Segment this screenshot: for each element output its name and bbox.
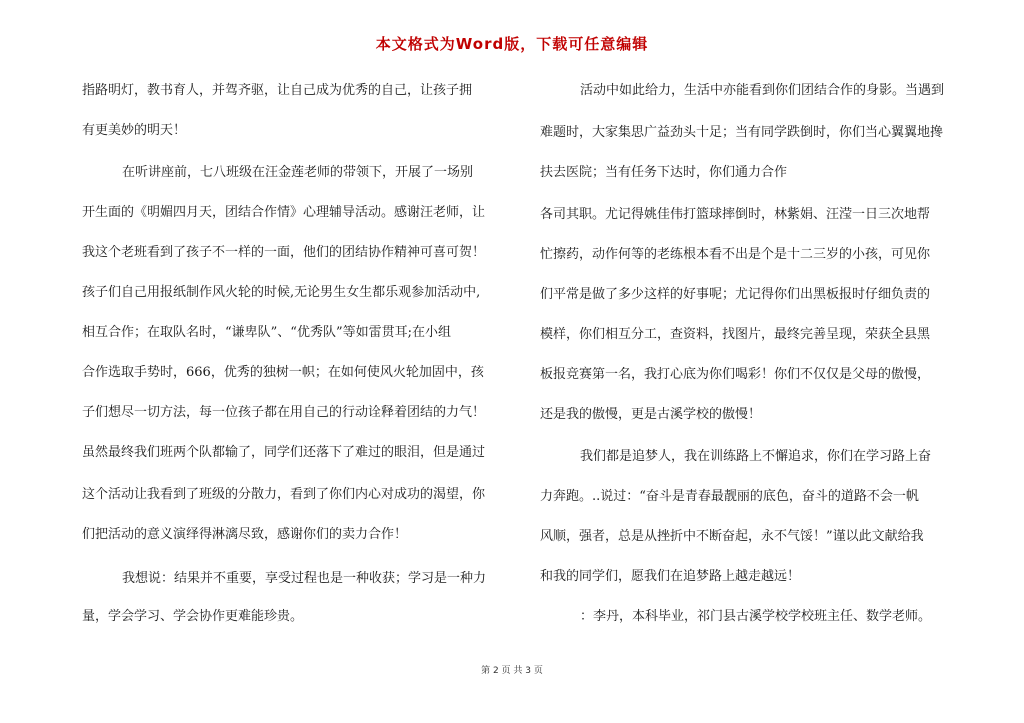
page-number: 第 2 页 共 3 页 — [481, 666, 543, 676]
text-line: 力奔跑。..说过：“奋斗是青春最靓丽的底色，奋斗的道路不会一帆 — [540, 489, 919, 504]
text-line: 和我的同学们，愿我们在追梦路上越走越远！ — [540, 569, 801, 584]
text-line: 活动中如此给力，生活中亦能看到你们团结合作的身影。当遇到 — [580, 83, 945, 98]
text-line: 虽然最终我们班两个队都输了，同学们还落下了难过的眼泪，但是通过 — [82, 445, 486, 460]
text-line: 板报竞赛第一名，我打心底为你们喝彩！你们不仅仅是父母的傲慢， — [540, 367, 931, 382]
text-line: 有更美妙的明天！ — [82, 123, 187, 138]
text-line: 我这个老班看到了孩子不一样的一面，他们的团结协作精神可喜可贺！ — [82, 245, 486, 260]
text-line: ：李丹，本科毕业，祁门县古溪学校学校班主任、数学老师。 — [580, 609, 932, 624]
document-header: 本文格式为Word版，下载可任意编辑 — [375, 35, 649, 53]
text-line: 在听讲座前，七八班级在汪金莲老师的带领下，开展了一场别 — [122, 165, 474, 180]
text-line: 我们都是追梦人，我在训练路上不懈追求，你们在学习路上奋 — [580, 449, 932, 464]
text-line: 们平常是做了多少这样的好事呢；尤记得你们出黑板报时仔细负责的 — [540, 287, 931, 302]
text-line: 风顺，强者，总是从挫折中不断奋起，永不气馁！”谨以此文献给我 — [540, 529, 924, 544]
text-line: 子们想尽一切方法，每一位孩子都在用自己的行动诠释着团结的力气！ — [82, 405, 486, 420]
text-line: 指路明灯，教书育人，并驾齐驱，让自己成为优秀的自己，让孩子拥 — [82, 83, 473, 98]
text-line: 开生面的《明媚四月天，团结合作情》心理辅导活动。感谢汪老师，让 — [82, 205, 486, 220]
text-line: 各司其职。尤记得姚佳伟打篮球摔倒时，林紫娟、汪滢一日三次地帮 — [540, 207, 931, 222]
text-line: 难题时，大家集思广益劲头十足；当有同学跌倒时，你们当心翼翼地搀 — [540, 125, 944, 140]
text-line: 还是我的傲慢，更是古溪学校的傲慢！ — [540, 407, 762, 422]
text-line: 忙擦药，动作何等的老练根本看不出是个是十二三岁的小孩，可见你 — [540, 247, 931, 262]
text-line: 相互合作；在取队名时，“谦卑队”、“优秀队”等如雷贯耳;在小组 — [82, 325, 451, 340]
text-line: 合作选取手势时，666，优秀的独树一帜；在如何使风火轮加固中，孩 — [82, 365, 484, 380]
text-line: 扶去医院；当有任务下达时，你们通力合作 — [540, 165, 788, 180]
text-line: 我想说：结果并不重要，享受过程也是一种收获；学习是一种力 — [122, 571, 487, 586]
text-line: 量，学会学习、学会协作更难能珍贵。 — [82, 609, 304, 624]
text-line: 孩子们自己用报纸制作风火轮的时候,无论男生女生都乐观参加活动中, — [82, 285, 481, 300]
text-line: 这个活动让我看到了班级的分散力，看到了你们内心对成功的渴望，你 — [82, 487, 486, 502]
text-line: 们把活动的意义演绎得淋漓尽致，感谢你们的卖力合作！ — [82, 527, 408, 542]
text-line: 模样，你们相互分工，查资料，找图片，最终完善呈现，荣获全县黑 — [540, 327, 931, 342]
